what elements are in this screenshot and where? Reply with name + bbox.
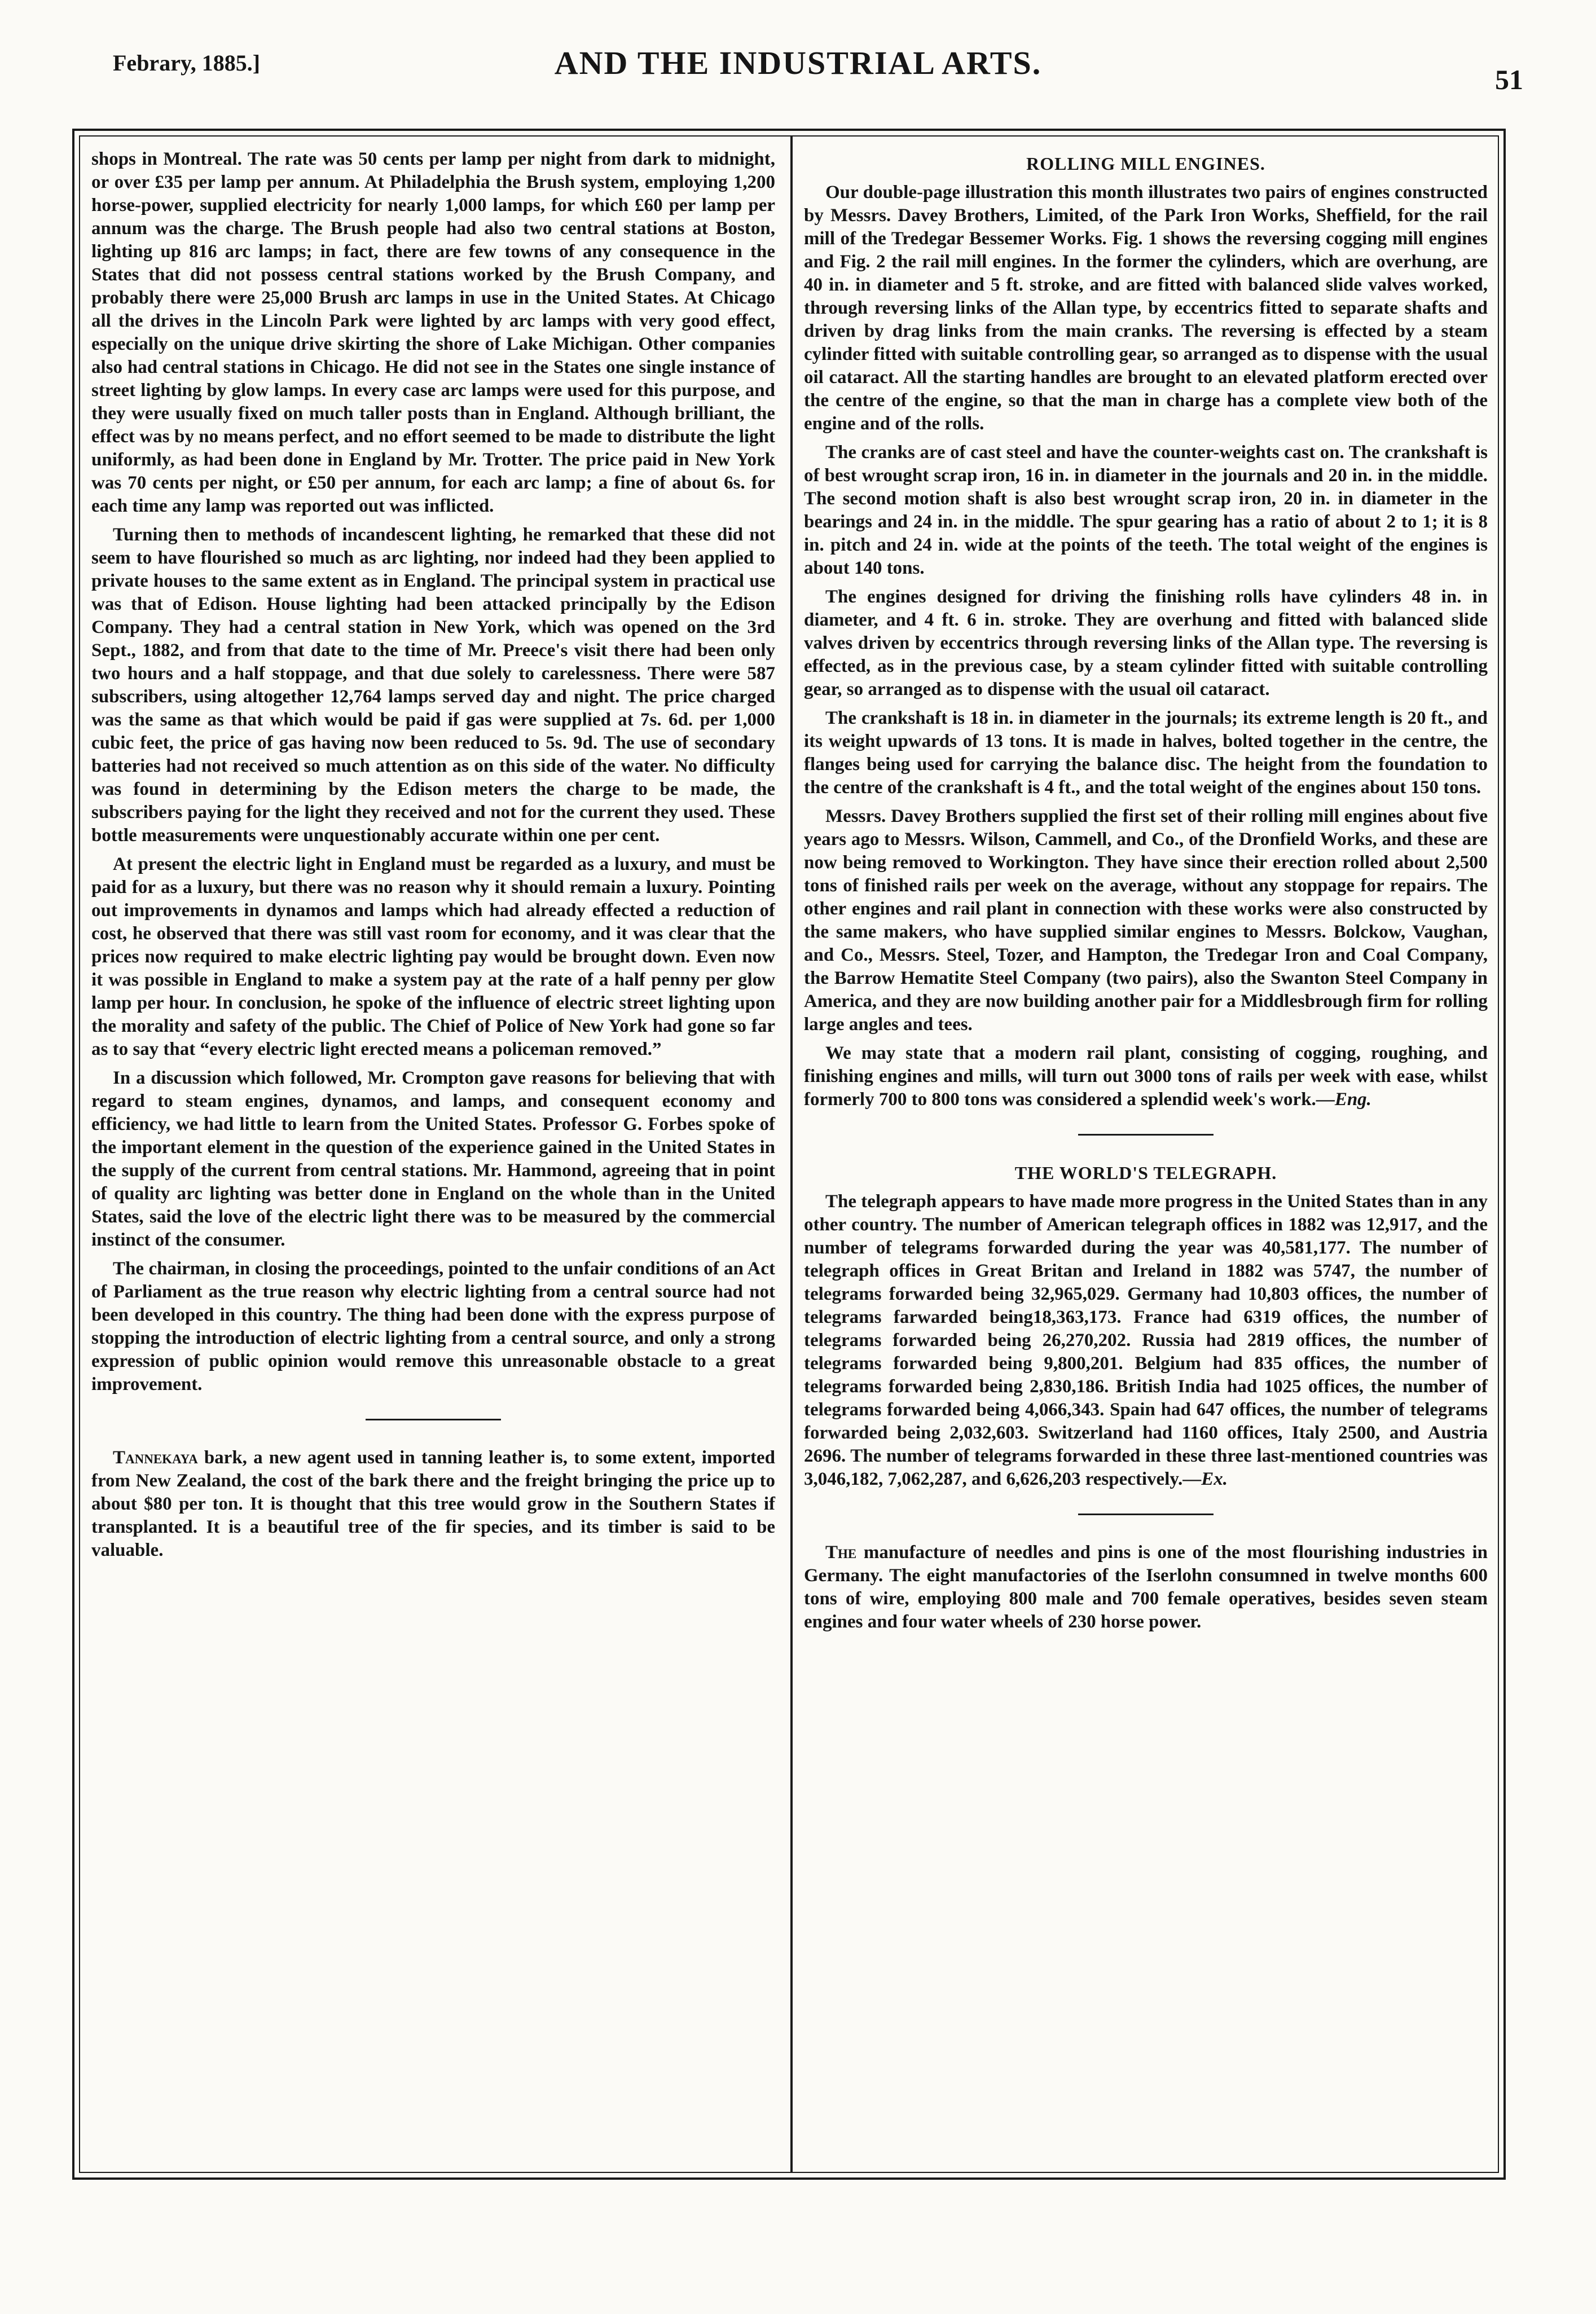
page-number: 51	[1495, 64, 1523, 95]
left-column	[91, 148, 775, 1568]
paragraph: The engines designed for driving the finishing rolls have cylinders 48 in. in diameter, and 4 ft. 6 in. stroke. They are overhung and fitted with balanced slide valves driven by eccentrics through reversing links of the Allan type. The reversing is effected, as in the previous case, by a steam cylinder fitted with suitable controlling gear, so arranged as to dispense with the usual oil cataract.	[804, 587, 1488, 700]
telegraph-heading: THE WORLD'S TELEGRAPH.	[1014, 1163, 1277, 1183]
section-separator	[366, 1419, 501, 1420]
source-attribution: Eng.	[1334, 1089, 1371, 1110]
header-date: Febrary, 1885.]	[113, 50, 261, 76]
paragraph-text: The telegraph appears to have made more progress in the United States than in any other country. The number of American telegraph offices in 1882 was 12,917, and the number of telegrams forwarded during the year was 40,581,177. The number of telegraph offices in Great Britan and Ireland in 1882 was 5747, the number of telegrams forwarded being 32,965,029. Germany had 10,803 offices, the number of telegrams farwarded being18,363,173. France had 6319 offices, the number of telegrams forwarded being 26,270,202. Russia had 2819 offices, the number of telegrams forwarded being 9,800,201. Belgium had 835 offices, the number of telegrams forwarded being 2,830,186. British India had 1025 offices, the number of telegrams forwarded being 4,066,343. Spain had 647 offices, the number of telegrams forwarded being 2,032,603. Switzerland had 1160 offices, Italy 2500, and Austria 2696. The number of telegrams forwarded in these three last-mentioned countries was 3,046,182, 7,062,287, and 6,626,203 respectively.—	[804, 1191, 1488, 1489]
paragraph: The cranks are of cast steel and have the counter-weights cast on. The crankshaft is of best wrought scrap iron, 16 in. in diameter in the journals and 20 in. in the middle. The second motion shaft is also best wrought scrap iron, 20 in. in diameter in the bearings and 24 in. in the middle. The spur gearing has a ratio of about 2 to 1; it is 8 in. pitch and 24 in. wide at the points of the teeth. The total weight of the engines is about 140 tons.	[804, 442, 1488, 578]
needles-lead: The	[825, 1542, 857, 1563]
paragraph	[804, 1042, 1488, 1111]
paragraph: Turning then to methods of incandescent lighting, he remarked that these did not seem to have flourished so much as arc lighting, nor indeed had they been applied to private houses to the same extent as in England. The principal system in practical use was that of Edison. House lighting had been attacked principally by the Edison Company. They had a central station in New York, which was opened on the 3rd Sept., 1882, and from that date to the time of Mr. Preece's visit there had been only two hours and a half stoppage, and that due solely to carelessness. There were 587 subscribers, using altogether 12,764 lamps served day and night. The price charged was the same as that which would be paid if gas were supplied at 7s. 6d. per 1,000 cubic feet, the price of gas having now been reduced to 5s. 9d. The use of secondary batteries had not received so much attention as on this side of the water. No difficulty was found in determining by the Edison meters the charge to be made, the subscribers paying for the light they received and not for the current they used. These bottle measurements were unquestionably accurate within one per cent.	[91, 525, 775, 846]
paragraph: Messrs. Davey Brothers supplied the first set of their rolling mill engines about five years ago to Messrs. Wilson, Cammell, and Co., of the Dronfield Works, and these are now being removed to Workington. They have since their erection rolled about 2,500 tons of finished rails per week on the average, without any stoppage for repairs. The other engines and rail plant in connection with these works were also constructed by the same makers, who have supplied similar engines to Messrs. Bolckow, Vaughan, and Co., Messrs. Steel, Tozer, and Hampton, the Tredegar Iron and Coal Company, the Barrow Hematite Steel Company (two pairs), also the Swanton Steel Company in America, and they are now building another pair for a Middlesbrough firm for rolling large angles and tees.	[804, 806, 1488, 1035]
column-divider	[790, 135, 793, 2173]
tannekaya-lead: Tannekaya	[113, 1448, 198, 1468]
paragraph-text: We may state that a modern rail plant, consisting of cogging, roughing, and finishing engines and mills, will turn out 3000 tons of rails per week with ease, whilst formerly 700 to 800 tons was considered a splendid week's work.—	[804, 1043, 1488, 1110]
paragraph: The chairman, in closing the proceedings, pointed to the unfair conditions of an Act of Parliament as the true reason why electric lighting from a central source had not been developed in this country. The thing had been done with the express purpose of stopping the introduction of electric lighting from a central source, and only a strong expression of public opinion would remove this unreasonable obstacle to a great improvement.	[91, 1259, 775, 1394]
rolling-mill-heading: ROLLING MILL ENGINES.	[1026, 153, 1265, 174]
tannekaya-body: bark, a new agent used in tanning leather is, to some extent, imported from New Zealand, the cost of the bark there and the freight bringing the price up to about $80 per ton. It is thought that this tree would grow in the Southern States if transplanted. It is a beautiful tree of the fir species, and its timber is said to be valuable.	[91, 1448, 775, 1560]
paragraph: The crankshaft is 18 in. in diameter in the journals; its extreme length is 20 ft., and its weight upwards of 13 tons. It is made in halves, bolted together in the centre, the flanges being used for carrying the balance disc. The height from the foundation to the centre of the crankshaft is 4 ft., and the total weight of the engines about 150 tons.	[804, 708, 1488, 798]
paragraph: Our double-page illustration this month illustrates two pairs of engines constructed by Messrs. Davey Brothers, Limited, of the Park Iron Works, Sheffield, for the rail mill of the Tredegar Bessemer Works. Fig. 1 shows the reversing cogging mill engines and Fig. 2 the rail mill engines. In the former the cylinders, which are overhung, are 40 in. in diameter and 5 ft. stroke, and are fitted with balanced slide valves worked, through reversing links of the Allan type, by eccentrics fitted to separate shafts and driven by drag links from the main cranks. The reversing is effected by a steam cylinder fitted with suitable controlling gear, so arranged as to dispense with the usual oil cataract. All the starting handles are brought to an elevated platform erected over the centre of the engine, so that the man in charge has a complete view both of the engine and of the rolls.	[804, 182, 1488, 434]
paragraph: In a discussion which followed, Mr. Crompton gave reasons for believing that with regard to steam engines, dynamos, and lamps, and consequent economy and efficiency, we had little to learn from the United States. Professor G. Forbes spoke of the important element in the question of the experience gained in the United States in the supply of the current from central stations. Mr. Hammond, agreeing that in point of quality arc lighting was better done in England on the whole than in the United States, said the love of the electric light there was to be measured by the commercial instinct of the consumer.	[91, 1068, 775, 1250]
source-attribution: Ex.	[1201, 1469, 1228, 1489]
paragraph: shops in Montreal. The rate was 50 cents per lamp per night from dark to midnight, or over £35 per lamp per annum. At Philadelphia the Brush system, employing 1,200 horse-power, supplied electricity for nearly 1,000 lamps, for which £60 per lamp per annum was the charge. The Brush people had also two central stations at Boston, lighting up 816 arc lamps; in fact, there are few towns of any consequence in the States that did not possess central stations worked by the Brush Company, and probably there were 25,000 Brush arc lamps in use in the United States. At Chicago all the drives in the Lincoln Park were lighted by arc lamps with very good effect, especially on the unique drive skirting the shore of Lake Michigan. Other companies also had central stations in Chicago. He did not see in the States one single instance of street lighting by glow lamps. In every case arc lamps were used for this purpose, and they were usually fixed on much taller posts than in England. Although brilliant, the effect was by no means perfect, and no effort seemed to be made to distribute the light uniformly, as had been done in England by Mr. Trotter. The price paid in New York was 70 cents per night, or £50 per annum, for each arc lamp; a fine of about 6s. for each time any lamp was reported out was inflicted.	[91, 149, 775, 516]
paragraph: At present the electric light in England must be regarded as a luxury, and must be paid for as a luxury, but there was no reason why it should remain a luxury. Pointing out improvements in dynamos and lamps which had already effected a reduction of cost, he observed that there was still vast room for economy, and it was clear that the prices now required to make electric lighting pay would be brought down. Even now it was possible in England to make a system pay at the rate of a half penny per glow lamp per hour. In conclusion, he spoke of the influence of electric street lighting upon the morality and safety of the public. The Chief of Police of New York had gone so far as to say that “every electric light erected means a policeman removed.”	[91, 854, 775, 1059]
section-separator	[1078, 1134, 1214, 1136]
needles-body: manufacture of needles and pins is one of the most flourishing industries in Germany. The eight manufactories of the Iserlohn consumned in twelve months 600 tons of wire, employing 800 male and 700 female operatives, besides seven steam engines and four water wheels of 230 horse power.	[804, 1542, 1488, 1632]
tannekaya-paragraph	[91, 1446, 775, 1562]
header-title: AND THE INDUSTRIAL ARTS.	[554, 45, 1042, 81]
needles-paragraph	[804, 1541, 1488, 1634]
page-header	[0, 0, 1596, 113]
right-column	[804, 148, 1488, 1639]
section-separator	[1078, 1514, 1214, 1515]
paragraph	[804, 1190, 1488, 1491]
